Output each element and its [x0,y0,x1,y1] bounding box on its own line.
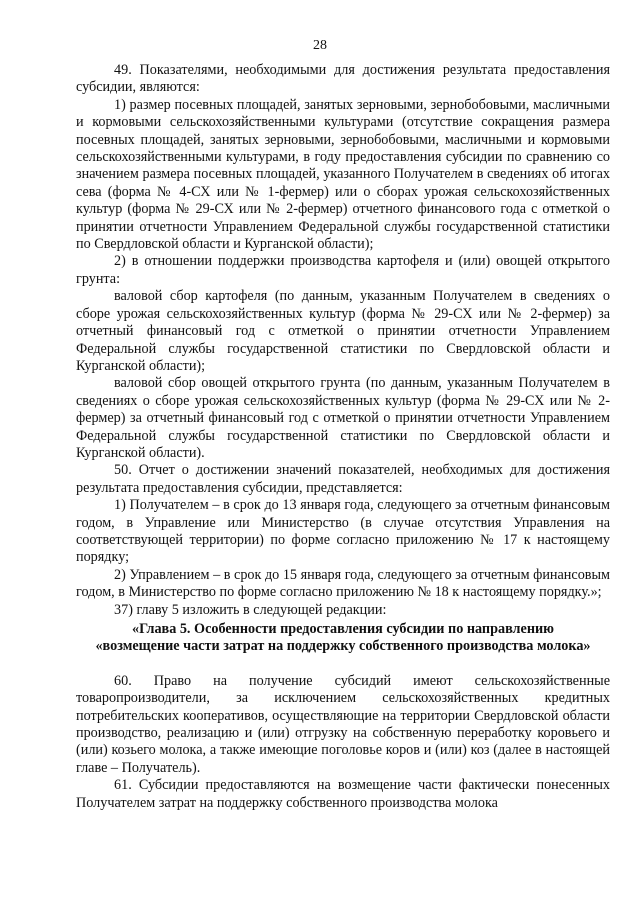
spacer [76,656,610,673]
paragraph-49-item-2: 2) в отношении поддержки производства картофеля и (или) овощей открытого грунта: [76,253,610,287]
paragraph-vegetable-harvest: валовой сбор овощей открытого грунта (по данным, указанным Получателем в сведениях о сборе урожая сельскохозяйственных культур (форма № 29-СХ или № 2-фермер) за отчетный финансовый год с отметкой о принятии отчетности Управлением Федеральной службы государственной статистики по Свердловской области и Курганской области). [76,375,610,461]
paragraph-50-item-2: 2) Управлением – в срок до 15 января года, следующего за отчетным финансовым годом, в Министерство по форме согласно приложению № 18 к настоящему порядку.»; [76,566,610,601]
paragraph-50: 50. Отчет о достижении значений показателей, необходимых для достижения результата предоставления субсидии, представляется: [76,462,610,496]
paragraph-49-item-1: 1) размер посевных площадей, занятых зерновыми, зернобобовыми, масличными и кормовыми сельскохозяйственными культурами (отсутствие сокращения размера посевных площадей, занятых зерновыми, зернобобовыми, масличными и кормовыми сельскохозяйственными культурами, в году предоставления субсидии по сравнению со значением размера посевных площадей, указанного Получателем в сведениях об итогах сева (форма № 4-СХ или № 1-фермер) или о сборах урожая сельскохозяйственных культур (форма № 29-СХ или № 2-фермер) отчетного финансового года с отметкой о принятии отчетности Управлением Федеральной службы государственной статистики по Свердловской области и Курганской области); [76,96,610,253]
paragraph-49: 49. Показателями, необходимыми для достижения результата предоставления субсидии, являются: [76,62,610,96]
paragraph-61: 61. Субсидии предоставляются на возмещение части фактически понесенных Получателем затрат на поддержку собственного производства молока [76,777,610,811]
paragraph-potato-harvest: валовой сбор картофеля (по данным, указанным Получателем в сведениях о сборе урожая сельскохозяйственных культур (форма № 29-СХ или № 2-фермер) за отчетный финансовый год с отметкой о принятии отчетности Управлением Федеральной службы государственной статистики по Свердловской области и Курганской области); [76,288,610,374]
chapter-heading-line-2: «возмещение части затрат на поддержку собственного производства молока» [95,638,591,655]
chapter-heading [76,621,610,656]
document-body [76,62,610,812]
paragraph-60: 60. Право на получение субсидий имеют сельскохозяйственные товаропроизводители, за исключением сельскохозяйственных кредитных потребительских кооперативов, осуществляющие на территории Свердловской области производство, реализацию и (или) отгрузку на собственную переработку коровьего и (или) козьего молока, а также имеющие поголовье коров и (или) коз (далее в настоящей главе – Получатель). [76,672,610,776]
page-number: 28 [313,38,327,53]
chapter-heading-line-1: «Глава 5. Особенности предоставления субсидии по направлению [131,621,555,637]
paragraph-50-item-1: 1) Получателем – в срок до 13 января года, следующего за отчетным финансовым годом, в Управление или Министерство (в случае отсутствия Управления на соответствующей территории) по форме согласно приложению № 17 к настоящему порядку; [76,497,610,566]
paragraph-37: 37) главу 5 изложить в следующей редакции: [114,601,387,618]
